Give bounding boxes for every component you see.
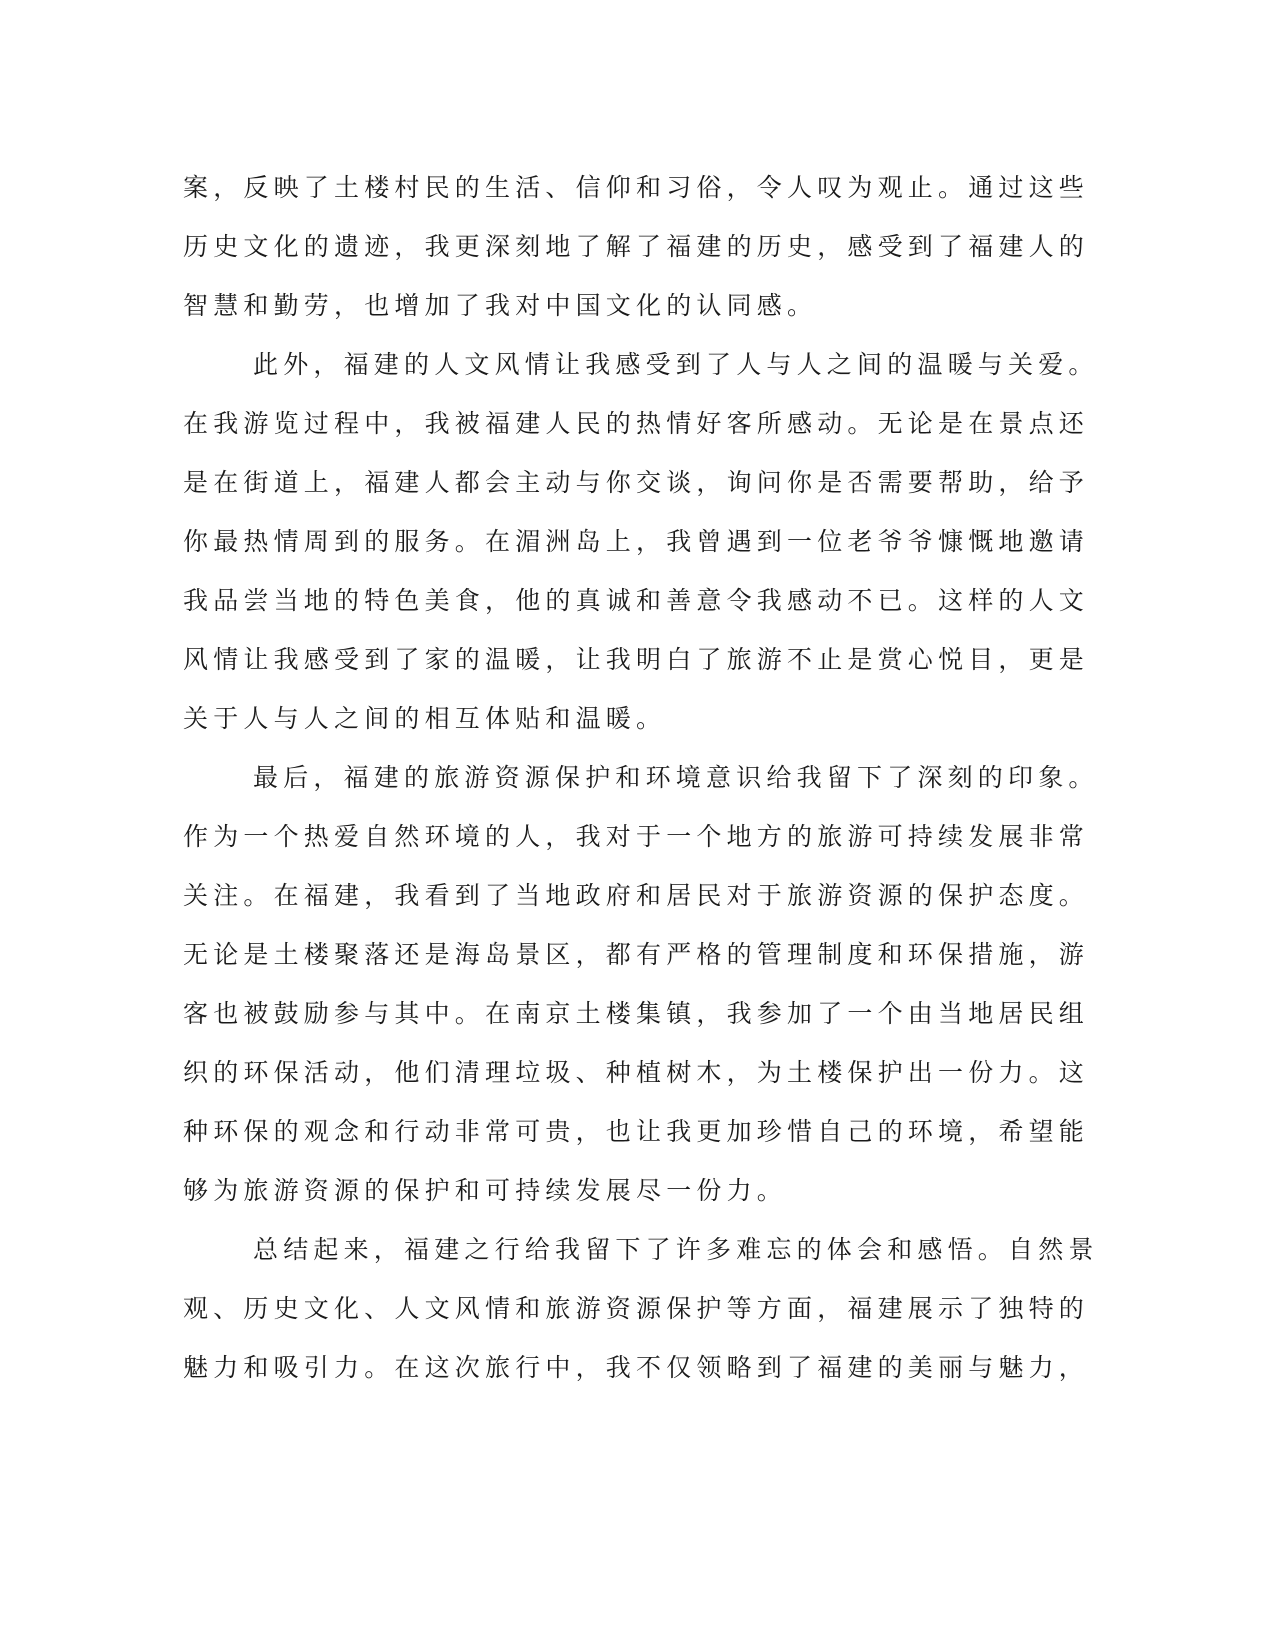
text-line: 魅力和吸引力。在这次旅行中，我不仅领略到了福建的美丽与魅力， [183,1353,1090,1382]
text-line: 你最热情周到的服务。在湄洲岛上，我曾遇到一位老爷爷慷慨地邀请 [183,527,1090,556]
text-line: 客也被鼓励参与其中。在南京土楼集镇，我参加了一个由当地居民组 [183,999,1090,1028]
text-line: 智慧和勤劳，也增加了我对中国文化的认同感。 [183,291,818,320]
text-line: 我品尝当地的特色美食，他的真诚和善意令我感动不已。这样的人文 [183,586,1090,615]
paragraph-first-line: 总结起来，福建之行给我留下了许多难忘的体会和感悟。自然景 [253,1235,1099,1264]
text-line: 在我游览过程中，我被福建人民的热情好客所感动。无论是在景点还 [183,409,1090,438]
paragraph-first-line: 此外，福建的人文风情让我感受到了人与人之间的温暖与关爱。 [253,350,1099,379]
text-line: 观、历史文化、人文风情和旅游资源保护等方面，福建展示了独特的 [183,1294,1090,1323]
document-body [183,158,1099,1397]
text-line: 作为一个热爱自然环境的人，我对于一个地方的旅游可持续发展非常 [183,822,1090,851]
text-line: 无论是土楼聚落还是海岛景区，都有严格的管理制度和环保措施，游 [183,940,1090,969]
text-line: 风情让我感受到了家的温暖，让我明白了旅游不止是赏心悦目，更是 [183,645,1090,674]
text-line: 是在街道上，福建人都会主动与你交谈，询问你是否需要帮助，给予 [183,468,1090,497]
text-line: 种环保的观念和行动非常可贵，也让我更加珍惜自己的环境，希望能 [183,1117,1090,1146]
text-line: 历史文化的遗迹，我更深刻地了解了福建的历史，感受到了福建人的 [183,232,1090,261]
text-line: 案，反映了土楼村民的生活、信仰和习俗，令人叹为观止。通过这些 [183,173,1090,202]
text-line: 关于人与人之间的相互体贴和温暖。 [183,704,667,733]
text-line: 够为旅游资源的保护和可持续发展尽一份力。 [183,1176,788,1205]
text-line: 关注。在福建，我看到了当地政府和居民对于旅游资源的保护态度。 [183,881,1090,910]
paragraph-first-line: 最后，福建的旅游资源保护和环境意识给我留下了深刻的印象。 [253,763,1099,792]
text-line: 织的环保活动，他们清理垃圾、种植树木，为土楼保护出一份力。这 [183,1058,1090,1087]
